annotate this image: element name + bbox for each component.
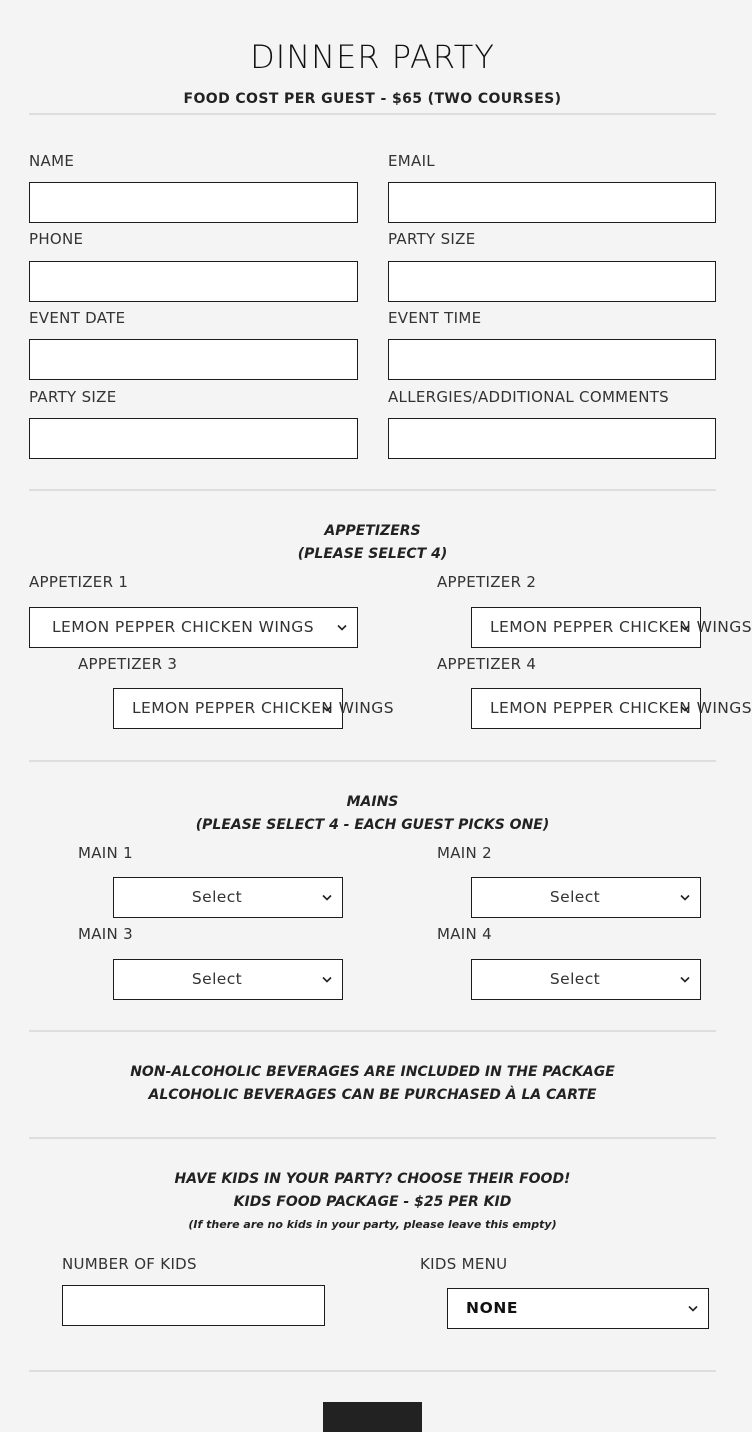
kids-heading-price: KIDS FOOD PACKAGE - $25 PER KID: [233, 1194, 512, 1210]
main-2-label: MAIN 2: [437, 844, 492, 862]
divider: [29, 1370, 716, 1372]
chevron-down-icon: [322, 894, 332, 901]
party-size-label: PARTY SIZE: [388, 230, 476, 248]
kids-menu-value: NONE: [466, 1299, 519, 1317]
phone-input[interactable]: [29, 261, 358, 302]
email-label: EMAIL: [388, 152, 435, 170]
email-input[interactable]: [388, 182, 716, 223]
chevron-down-icon: [680, 705, 690, 712]
appetizer-4-value: LEMON PEPPER CHICKEN WINGS: [490, 699, 752, 717]
main-1-label: MAIN 1: [78, 844, 133, 862]
chevron-down-icon: [680, 976, 690, 983]
party-size-input-2[interactable]: [29, 418, 358, 459]
page-title: DINNER PARTY: [250, 38, 495, 76]
appetizer-2-value: LEMON PEPPER CHICKEN WINGS: [490, 618, 752, 636]
divider: [29, 1137, 716, 1139]
main-2-value: Select: [549, 888, 601, 906]
mains-heading-title: MAINS: [346, 794, 399, 810]
chevron-down-icon: [337, 624, 347, 631]
main-4-label: MAIN 4: [437, 925, 492, 943]
divider: [29, 113, 716, 115]
main-3-label: MAIN 3: [78, 925, 133, 943]
kids-count-input[interactable]: [62, 1285, 325, 1326]
chevron-down-icon: [322, 705, 332, 712]
divider: [29, 1030, 716, 1032]
chevron-down-icon: [680, 624, 690, 631]
kids-heading-title: HAVE KIDS IN YOUR PARTY? CHOOSE THEIR FOOD!: [174, 1171, 571, 1187]
chevron-down-icon: [688, 1305, 698, 1312]
chevron-down-icon: [680, 894, 690, 901]
kids-menu-select[interactable]: [447, 1288, 709, 1329]
appetizer-4-select[interactable]: [471, 688, 752, 729]
appetizer-3-value: LEMON PEPPER CHICKEN WINGS: [132, 699, 394, 717]
chevron-down-icon: [322, 976, 332, 983]
divider: [29, 760, 716, 762]
comments-label: ALLERGIES/ADDITIONAL COMMENTS: [388, 388, 670, 406]
beverages-line-2: ALCOHOLIC BEVERAGES CAN BE PURCHASED À LA CARTE: [148, 1087, 597, 1103]
page-subtitle: FOOD COST PER GUEST - $65 (TWO COURSES): [183, 91, 562, 107]
phone-label: PHONE: [29, 230, 84, 248]
submit-button[interactable]: [323, 1402, 422, 1432]
kids-note: (If there are no kids in your party, please leave this empty): [188, 1218, 557, 1231]
name-input[interactable]: [29, 182, 358, 223]
main-3-select[interactable]: [113, 959, 343, 1000]
main-4-select[interactable]: [471, 959, 701, 1000]
divider: [29, 489, 716, 491]
event-date-input[interactable]: [29, 339, 358, 380]
event-date-label: EVENT DATE: [29, 309, 126, 327]
kids-count-label: NUMBER OF KIDS: [62, 1255, 197, 1273]
comments-input[interactable]: [388, 418, 716, 459]
main-4-value: Select: [549, 970, 601, 988]
appetizers-heading-title: APPETIZERS: [324, 523, 421, 539]
beverages-note: [0, 1061, 745, 1107]
main-2-select[interactable]: [471, 877, 701, 918]
appetizer-3-label: APPETIZER 3: [78, 655, 178, 673]
appetizer-1-value: LEMON PEPPER CHICKEN WINGS: [52, 618, 314, 636]
party-size-label-2: PARTY SIZE: [29, 388, 117, 406]
appetizer-3-select[interactable]: [113, 688, 394, 729]
mains-heading: [0, 791, 745, 837]
event-time-input[interactable]: [388, 339, 716, 380]
appetizer-1-select[interactable]: [29, 607, 358, 648]
party-size-input[interactable]: [388, 261, 716, 302]
main-1-select[interactable]: [113, 877, 343, 918]
main-3-value: Select: [191, 970, 243, 988]
main-1-value: Select: [191, 888, 243, 906]
appetizer-2-label: APPETIZER 2: [437, 573, 537, 591]
mains-heading-instruction: (PLEASE SELECT 4 - EACH GUEST PICKS ONE): [195, 817, 550, 833]
name-label: NAME: [29, 152, 75, 170]
kids-heading: [0, 1168, 745, 1214]
kids-menu-label: KIDS MENU: [420, 1255, 508, 1273]
event-time-label: EVENT TIME: [388, 309, 482, 327]
appetizer-1-label: APPETIZER 1: [29, 573, 129, 591]
appetizers-heading: [0, 520, 745, 566]
appetizer-4-label: APPETIZER 4: [437, 655, 537, 673]
appetizer-2-select[interactable]: [471, 607, 752, 648]
appetizers-heading-instruction: (PLEASE SELECT 4): [297, 546, 448, 562]
beverages-line-1: NON-ALCOHOLIC BEVERAGES ARE INCLUDED IN THE PACKAGE: [130, 1064, 615, 1080]
